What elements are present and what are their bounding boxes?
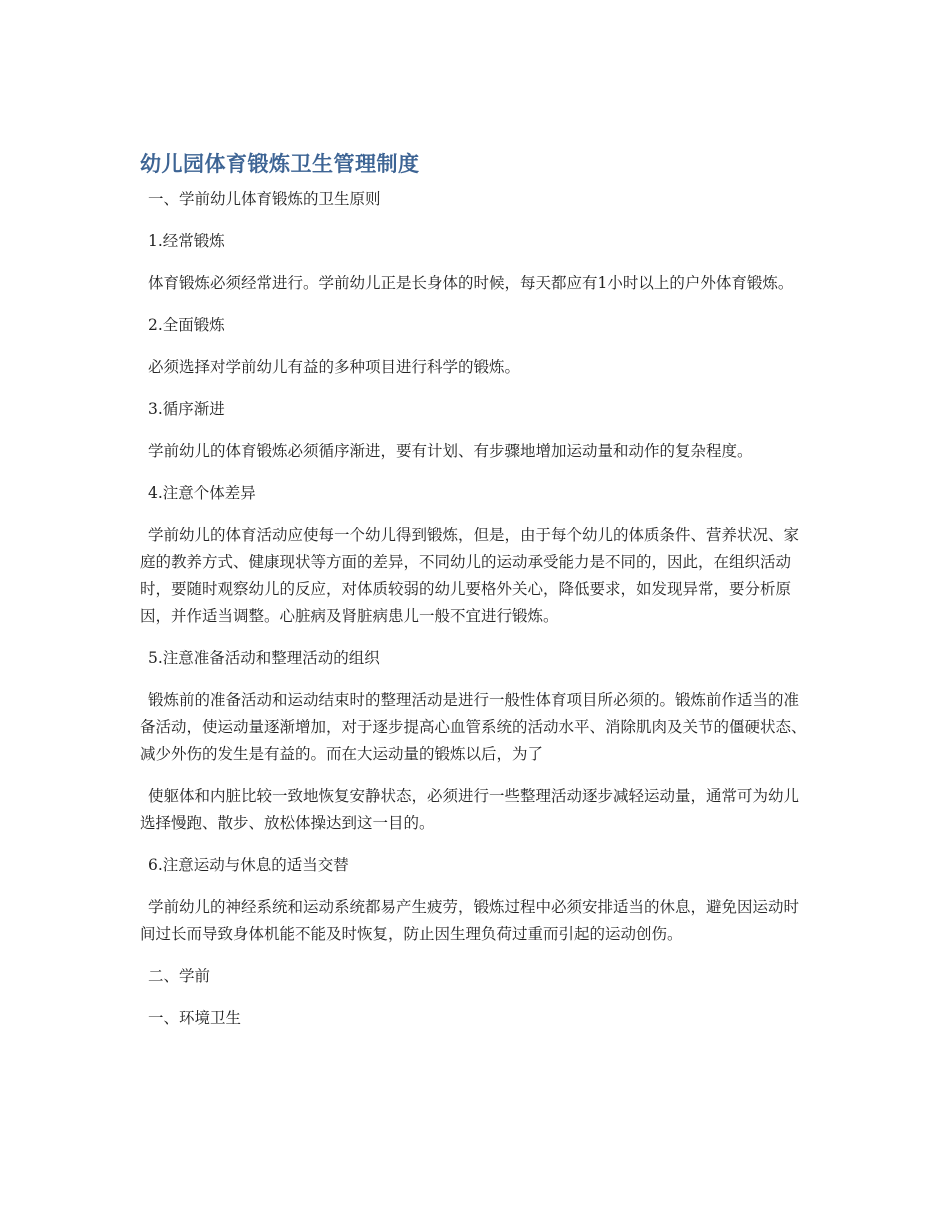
subsection-heading: 5.注意准备活动和整理活动的组织 (148, 649, 380, 667)
subsection-heading: 1.经常锻炼 (148, 232, 225, 250)
section-heading: 二、学前 (148, 967, 211, 985)
paragraph: 必须选择对学前幼儿有益的多种项目进行科学的锻炼。 (148, 358, 521, 376)
paragraph: 锻炼前的准备活动和运动结束时的整理活动是进行一般性体育项目所必须的。锻炼前作适当的准备活动，使运动量逐渐增加，对于逐步提高心血管系统的活动水平、消除肌肉及关节的僵硬状态、减少外伤的发生是有益的。而在大运动量的锻炼以后，为了 (140, 691, 807, 763)
paragraph: 使躯体和内脏比较一致地恢复安静状态，必须进行一些整理活动逐步减轻运动量，通常可为幼儿选择慢跑、散步、放松体操达到这一目的。 (140, 787, 800, 832)
subsection-heading: 3.循序渐进 (148, 400, 225, 418)
subsection-heading: 2.全面锻炼 (148, 316, 225, 334)
paragraph: 学前幼儿的体育活动应使每一个幼儿得到锻炼，但是，由于每个幼儿的体质条件、营养状况、家庭的教养方式、健康现状等方面的差异，不同幼儿的运动承受能力是不同的，因此，在组织活动时，要随时观察幼儿的反应，对体质较弱的幼儿要格外关心，降低要求，如发现异常，要分析原因，并作适当调整。心脏病及肾脏病患儿一般不宜进行锻炼。 (140, 526, 800, 625)
section-heading: 一、环境卫生 (148, 1009, 242, 1027)
subsection-heading: 4.注意个体差异 (148, 484, 256, 502)
section-heading: 一、学前幼儿体育锻炼的卫生原则 (148, 190, 381, 208)
document-title: 幼儿园体育锻炼卫生管理制度 (140, 152, 420, 176)
document-page (140, 148, 812, 1047)
subsection-heading: 6.注意运动与休息的适当交替 (148, 856, 349, 874)
paragraph: 体育锻炼必须经常进行。学前幼儿正是长身体的时候，每天都应有1小时以上的户外体育锻炼。 (148, 274, 794, 292)
paragraph: 学前幼儿的神经系统和运动系统都易产生疲劳，锻炼过程中必须安排适当的休息，避免因运动时间过长而导致身体机能不能及时恢复，防止因生理负荷过重而引起的运动创伤。 (140, 898, 800, 943)
paragraph: 学前幼儿的体育锻炼必须循序渐进，要有计划、有步骤地增加运动量和动作的复杂程度。 (148, 442, 753, 460)
